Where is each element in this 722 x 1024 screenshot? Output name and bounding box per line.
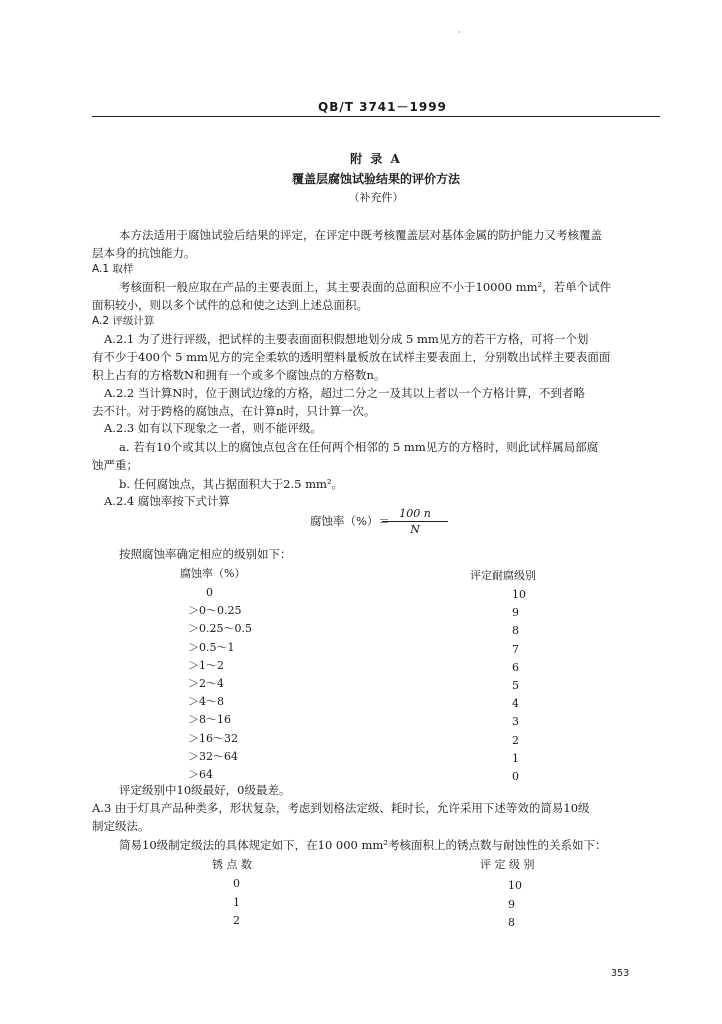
grade-table-grade-cell: 7	[512, 642, 519, 656]
a21-line-2: 有不少于400个 5 mm见方的完全柔软的透明塑料量板放在试样主要表面上，分别数出试样主要表面面	[92, 350, 611, 364]
grade-table-grade-cell: 6	[512, 660, 519, 674]
a23a-line-2: 蚀严重；	[92, 458, 138, 472]
a3-intro: 简易10级制定级法的具体规定如下，在10 000 mm²考核面积上的锈点数与耐蚀性的关系如下：	[119, 838, 607, 852]
grade-table-rate-cell: 0	[206, 586, 213, 599]
grade-table-grade-cell: 1	[512, 751, 519, 765]
grade-table-grade-cell: 5	[512, 679, 519, 692]
a22-line-2: 去不计。对于跨格的腐蚀点，在计算n时，只计算一次。	[92, 404, 376, 418]
grade-table-rate-cell: ＞64	[188, 768, 213, 781]
grade-table-rate-cell: ＞8～16	[188, 713, 231, 727]
header-rule	[92, 116, 660, 117]
grade-table-rate-cell: ＞0～0.25	[188, 604, 242, 618]
grade-table-rate-cell: ＞0.25～0.5	[188, 622, 252, 636]
a24-line: A.2.4 腐蚀率按下式计算	[104, 494, 230, 508]
rust-table-head-count: 锈 点 数	[212, 858, 252, 871]
grade-table-grade-cell: 2	[512, 733, 519, 747]
rust-table-grade-cell: 9	[508, 897, 515, 911]
intro-line-2: 层本身的抗蚀能力。	[92, 246, 196, 260]
page-number: 353	[611, 968, 630, 979]
grade-table-head-rate: 腐蚀率（%）	[180, 567, 246, 580]
grade-table-grade-cell: 9	[512, 606, 519, 620]
rust-table-grade-cell: 10	[508, 879, 522, 892]
formula-fraction	[382, 507, 448, 536]
a23a-line-1: a. 若有10个或其以上的腐蚀点包含在任何两个相邻的 5 mm见方的方格时，则此试样属局部腐	[119, 440, 599, 454]
grade-table-grade-cell: 3	[512, 715, 519, 729]
grade-table-rate-cell: ＞32～64	[188, 749, 238, 763]
grade-table-grade-cell: 8	[512, 624, 519, 638]
grade-table-rate-cell: ＞1～2	[188, 658, 224, 672]
appendix-label: 附 录 A	[350, 152, 402, 166]
grade-table-intro: 按照腐蚀率确定相应的级别如下：	[119, 547, 292, 561]
a3-line-1: A.3 由于灯具产品种类多，形状复杂，考虑到划格法定级、耗时长，允许采用下述等效的简易10级	[92, 801, 590, 815]
rust-table-count-cell: 1	[233, 895, 240, 909]
grade-table-note: 评定级别中10级最好，0级最差。	[119, 783, 291, 797]
rust-table-grade-cell: 8	[508, 916, 515, 929]
a22-line-1: A.2.2 当计算N时，位于测试边缘的方格，超过二分之一及其以上者以一个方格计算，不到者略	[104, 386, 585, 400]
rust-table-head-grade: 评 定 级 别	[480, 858, 535, 871]
a21-line-1: A.2.1 为了进行评级，把试样的主要表面面积假想地划分成 5 mm见方的若干方格，可将一个划	[104, 332, 589, 346]
grade-table-rate-cell: ＞16～32	[188, 731, 238, 745]
section-a2-heading: A.2 评级计算	[92, 315, 155, 327]
a21-line-3: 积上占有的方格数N和拥有一个或多个腐蚀点的方格数n。	[92, 368, 386, 382]
appendix-note: （补充件）	[348, 191, 404, 204]
grade-table-grade-cell: 0	[512, 770, 519, 783]
formula-denominator: N	[410, 523, 420, 536]
grade-table-head-grade: 评定耐腐级别	[470, 569, 536, 582]
grade-table-rate-cell: ＞0.5～1	[188, 640, 235, 654]
scan-speck: ·	[458, 28, 461, 37]
a3-line-2: 制定级法。	[92, 819, 150, 833]
grade-table-grade-cell: 4	[512, 697, 519, 711]
rust-table-count-cell: 2	[233, 914, 240, 927]
a23b-line: b. 任何腐蚀点，其占据面积大于2.5 mm²。	[119, 477, 344, 491]
rust-table-count-cell: 0	[233, 877, 240, 890]
standard-number: QB/T 3741－1999	[318, 100, 447, 114]
a1-line-1: 考核面积一般应取在产品的主要表面上，其主要表面的总面积应不小于10000 mm²，若单个试件	[119, 280, 612, 294]
grade-table-grade-cell: 10	[512, 588, 526, 601]
grade-table-rate-cell: ＞4～8	[188, 695, 224, 709]
formula-numerator: 100 n	[382, 507, 448, 522]
formula-lhs: 腐蚀率（%）＝	[310, 514, 390, 528]
intro-line-1: 本方法适用于腐蚀试验后结果的评定，在评定中既考核覆盖层对基体金属的防护能力又考核覆盖	[119, 228, 602, 242]
section-a1-heading: A.1 取样	[92, 263, 134, 275]
a1-line-2: 面积较小，则以多个试件的总和使之达到上述总面积。	[92, 298, 368, 312]
grade-table-rate-cell: ＞2～4	[188, 677, 224, 690]
appendix-title: 覆盖层腐蚀试验结果的评价方法	[291, 172, 460, 186]
a23-line: A.2.3 如有以下现象之一者，则不能评级。	[104, 421, 322, 435]
